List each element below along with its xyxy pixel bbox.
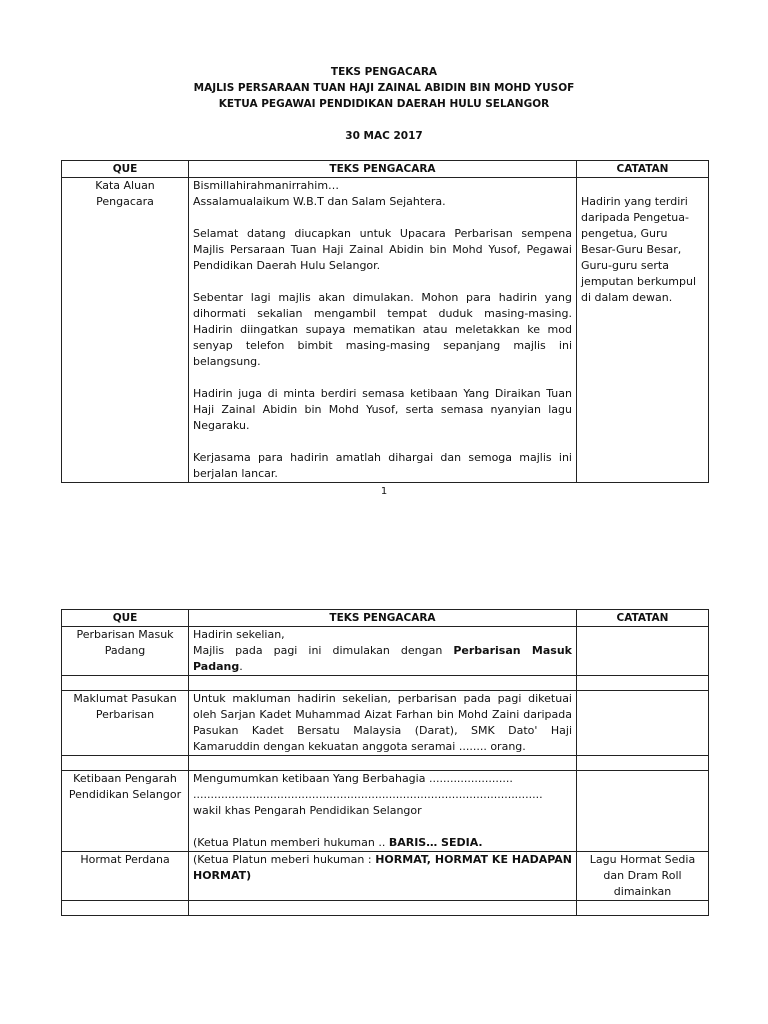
spacer-row [62,756,709,771]
header-position: KETUA PEGAWAI PENDIDIKAN DAERAH HULU SELANGOR [218,98,550,110]
teks-line: .................................................................................................... [193,788,543,801]
catatan-cell [577,691,709,756]
catatan-cell [577,627,709,676]
column-header-catatan: CATATAN [577,161,709,178]
teks-cell: Untuk makluman hadirin sekelian, perbarisan pada pagi diketuai oleh Sarjan Kadet Muhammad Aizat Farhan bin Mohd Zaini daripada Pasukan Kadet Bersatu Malaysia (Darat), SMK Dato' Haji Kamaruddin dengan kekuatan anggota seramai ........ orang. [189,691,577,756]
table-row [62,178,709,483]
teks-cell [189,771,577,852]
column-header-que: QUE [62,610,189,627]
teks-bold: BARIS… SEDIA. [388,836,483,849]
teks-bold: Perbarisan Masuk Padang [193,644,572,673]
teks-bold: HORMAT, HORMAT KE HADAPAN HORMAT) [193,853,573,882]
teks-line: Hadirin sekelian, [193,628,285,641]
teks-line: Majlis pada pagi ini dimulakan dengan Perbarisan Masuk Padang. [193,644,572,673]
document-header [0,64,768,144]
column-header-catatan: CATATAN [577,610,709,627]
que-cell: Ketibaan Pengarah Pendidikan Selangor [62,771,189,852]
teks-paragraph: Sebentar lagi majlis akan dimulakan. Mohon para hadirin yang dihormati sekalian mengambil tempat duduk masing-masing. Hadirin diingatkan supaya mematikan atau meletakkan ke mod senyap telefon bimbit masing-masing sepanjang majlis ini belangsung. [193,291,572,368]
header-title: TEKS PENGACARA [330,66,438,78]
catatan-cell [577,771,709,852]
script-table-1 [61,160,709,483]
column-header-teks: TEKS PENGACARA [189,610,577,627]
teks-cell [189,627,577,676]
script-table-2 [61,609,709,916]
que-cell: Hormat Perdana [62,852,189,901]
header-event: MAJLIS PERSARAAN TUAN HAJI ZAINAL ABIDIN BIN MOHD YUSOF [193,82,575,94]
table-row [62,852,709,901]
table-row [62,771,709,852]
table-row [62,627,709,676]
que-cell: Maklumat Pasukan Perbarisan [62,691,189,756]
spacer-row [62,901,709,916]
teks-cell: (Ketua Platun meberi hukuman : HORMAT, HORMAT KE HADAPAN HORMAT) [189,852,577,901]
teks-line: (Ketua Platun memberi hukuman .. BARIS… SEDIA. [193,836,483,849]
teks-cell [189,178,577,483]
table-header-row [62,161,709,178]
column-header-que: QUE [62,161,189,178]
teks-paragraph: Selamat datang diucapkan untuk Upacara Perbarisan sempena Majlis Persaraan Tuan Haji Zainal Abidin bin Mohd Yusof, Pegawai Pendidikan Daerah Hulu Selangor. [193,227,572,272]
catatan-cell: Lagu Hormat Sedia dan Dram Roll dimainkan [577,852,709,901]
table-header-row [62,610,709,627]
teks-line: Assalamualaikum W.B.T dan Salam Sejahtera. [193,195,446,208]
teks-line: wakil khas Pengarah Pendidikan Selangor [193,804,422,817]
teks-paragraph: Hadirin juga di minta berdiri semasa ketibaan Yang Diraikan Tuan Haji Zainal Abidin bin Mohd Yusof, serta semasa nyanyian lagu Negaraku. [193,387,572,432]
page-number: 1 [380,486,388,497]
column-header-teks: TEKS PENGACARA [189,161,577,178]
catatan-cell: Hadirin yang terdiri daripada Pengetua-pengetua, Guru Besar-Guru Besar, Guru-guru serta jemputan berkumpul di dalam dewan. [577,178,709,483]
teks-line: Bismillahirahmanirrahim… [193,179,340,192]
table-row [62,691,709,756]
spacer-row [62,676,709,691]
que-cell: Perbarisan Masuk Padang [62,627,189,676]
header-date: 30 MAC 2017 [345,130,423,142]
teks-line: Mengumumkan ketibaan Yang Berbahagia ........................ [193,772,513,785]
teks-paragraph: Kerjasama para hadirin amatlah dihargai dan semoga majlis ini berjalan lancar. [193,451,572,480]
que-cell: Kata Aluan Pengacara [62,178,189,483]
